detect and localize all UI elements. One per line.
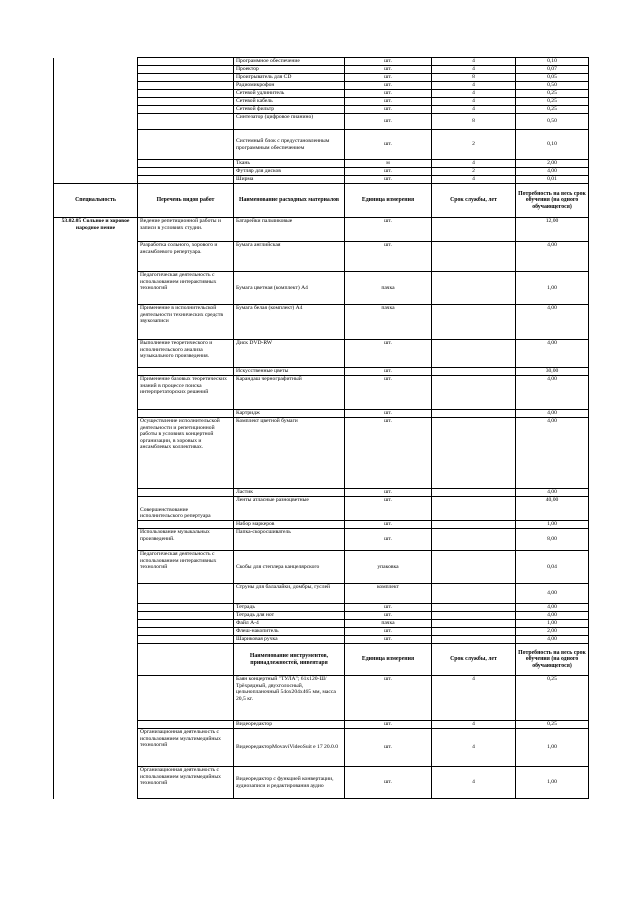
work-type: Применение в исполнительской деятельности технических средств звукозаписи [138,305,234,340]
table-row: Организационная деятельность с использованием мультимедийных технологий ВидеоредакторMovaviVideoSuit e 17 20.0.0 шт. 4 1,00 [54,729,589,767]
header-service-life: Срок службы, лет [432,184,516,218]
table-row: Ластик шт. 4,00 [54,489,589,497]
work-type: Педагогическая деятельность с использованием интерактивных технологий [138,272,234,305]
material-name: Карандаш чернографитный [234,376,345,410]
instrument-name: Видеоредактор с функцией конвертации, аудиозаписи и редактирования аудио [234,767,345,799]
header-instruments: Наименование инструментов, принадлежностей, инвентаря [234,644,345,676]
work-type [138,721,234,729]
header-specialty: Специальность [54,184,138,218]
table-row: Искусственные цветы шт. 30,00 [54,368,589,376]
header-unit: Единица измерения [345,184,432,218]
material-name: Скобы для степлера канцелярского [234,551,345,584]
material-name: Тетрадь для нот [234,612,345,620]
instrument-name: Баян концертный "ТУЛА"; 61х120-Ш/ Трёхрядный, двухголосный, цельнопланочный 54ох204х465 мм, масса 20,5 кг. [234,676,345,721]
material-name: Диск DVD-RW [234,340,345,368]
table-row: Набор маркеров шт. 1,00 [54,521,589,529]
item-name: Футляр для дисков [234,168,345,176]
table-row: Системный блок с предустановленным программным обеспечением шт. 2 0,10 [54,130,589,160]
table-row: Организационная деятельность с использованием мультимедийных технологий Видеоредактор с функцией конвертации, аудиозаписи и редактирования аудио шт. 4 1,00 [54,767,589,799]
work-type: Выполнение теоретического и исполнительского анализа музыкального произведения. [138,340,234,368]
table-row: Проектор шт. 4 0,07 [54,66,589,74]
material-name: Картридж [234,410,345,418]
table-row: Проигрыватель для CD шт. 8 0,05 [54,74,589,82]
table-row: Тетрадь шт. 4,00 [54,604,589,612]
table-row: Флеш-накопитель шт. 2,00 [54,628,589,636]
table-row: Сетевой кабель шт. 4 0,25 [54,98,589,106]
work-type [138,676,234,721]
header-unit-2: Единица измерения [345,644,432,676]
item-name: Системный блок с предустановленным программным обеспечением [234,130,345,160]
table-row: Разработка сольного, хорового и ансамблевого репертуара. Бумага английская шт. 4,00 [54,242,589,272]
material-name: Бумага цветная (комплект) А4 [234,272,345,305]
table-header-row [54,184,589,218]
material-name: Батарейки пальчиковые [234,218,345,242]
material-name: Тетрадь [234,604,345,612]
table-row: Осуществление исполнительской деятельности и репетиционной работы в условиях концертной организации, в хоровых и ансамблевых коллективах. Комплект цветной бумаги шт. 4,00 [54,418,589,489]
item-name: Сетевой фильтр [234,106,345,114]
table-row: Выполнение теоретического и исполнительского анализа музыкального произведения. Диск DVD-RW шт. 4,00 [54,340,589,368]
instrument-name: ВидеоредакторMovaviVideoSuit e 17 20.0.0 [234,729,345,767]
specialty-cell-empty [54,58,138,184]
table-row: Шариковая ручка шт. 4,00 [54,636,589,644]
table-row: Струны для балалайки, домбры, гуслей комплект 4,00 [54,584,589,604]
specialty-value: 53.02.05 Сольное и хоровое народное пение [54,218,138,721]
material-name: Флеш-накопитель [234,628,345,636]
table-row: Применение в исполнительской деятельности технических средств звукозаписи Бумага белая (комплект) А4 пачка 4,00 [54,305,589,340]
resources-table [53,57,589,799]
work-type: Организационная деятельность с использованием мультимедийных технологий [138,767,234,799]
header-consumables: Наименование расходных материалов [234,184,345,218]
table-row: Совершенствование исполнительского репертуара Ленты атласные разноцветные шт. 40,00 [54,497,589,521]
material-name: Бумага английская [234,242,345,272]
header-work-types: Перечень видов работ [138,184,234,218]
item-name: Проигрыватель для CD [234,74,345,82]
table-row: Использование музыкальных произведений. Папка-скоросшиватель шт. 8,00 [54,529,589,551]
table-row: Видеоредактор шт. 4 0,25 [54,721,589,729]
material-name: Струны для балалайки, домбры, гуслей [234,584,345,604]
material-name: Искусственные цветы [234,368,345,376]
work-type: Ведение репетиционной работы и записи в условиях студии. [138,218,234,242]
work-type: Педагогическая деятельность с использованием интерактивных технологий [138,551,234,584]
table-row: 53.02.05 Сольное и хоровое народное пение Ведение репетиционной работы и записи в условиях студии. Батарейки пальчиковые шт. 12,00 [54,218,589,242]
item-name: Ткань [234,160,345,168]
table-row: Ткань м 4 2,00 [54,160,589,168]
item-name: Радиомикрофон [234,82,345,90]
table-row: Картридж шт. 4,00 [54,410,589,418]
table-row: Применение базовых теоретических знаний в процессе поиска интерпретаторских решений Карандаш чернографитный шт. 4,00 [54,376,589,410]
table-row: Синтезатор (цифровое пианино) шт. 8 0,50 [54,114,589,130]
work-type: Разработка сольного, хорового и ансамблевого репертуара. [138,242,234,272]
work-type: Использование музыкальных произведений. [138,529,234,551]
table-row: Ширма шт. 4 0,01 [54,176,589,184]
table-row: Педагогическая деятельность с использованием интерактивных технологий Скобы для степлера канцелярского упаковка 0,04 [54,551,589,584]
material-name: Комплект цветной бумаги [234,418,345,489]
table-row: Тетрадь для нот шт. 4,00 [54,612,589,620]
table-row: Сетевой фильтр шт. 4 0,25 [54,106,589,114]
header-need: Потребность на весь срок обучения (на одного обучающегося) [516,184,589,218]
material-name: Бумага белая (комплект) А4 [234,305,345,340]
work-type: Осуществление исполнительской деятельности и репетиционной работы в условиях концертной организации, в хоровых и ансамблевых коллективах. [138,418,234,489]
item-name: Сетевой удлинитель [234,90,345,98]
table-row: Радиомикрофон шт. 4 0,50 [54,82,589,90]
instrument-name: Видеоредактор [234,721,345,729]
table-row: Программное обеспечение шт. 4 0,10 [54,58,589,66]
header-need-2: Потребность на весь срок обучения (на одного обучающегося) [516,644,589,676]
table-row: Педагогическая деятельность с использованием интерактивных технологий Бумага цветная (комплект) А4 пачка 1,00 [54,272,589,305]
item-name: Программное обеспечение [234,58,345,66]
work-type: Совершенствование исполнительского репертуара [138,497,234,521]
document-page [53,57,588,799]
work-type: Применение базовых теоретических знаний в процессе поиска интерпретаторских решений [138,376,234,410]
material-name: Ленты атласные разноцветные [234,497,345,521]
table-row: Сетевой удлинитель шт. 4 0,25 [54,90,589,98]
material-name: Файл А-4 [234,620,345,628]
table-row: Баян концертный "ТУЛА"; 61х120-Ш/ Трёхрядный, двухголосный, цельнопланочный 54ох204х465 мм, масса 20,5 кг. шт. 4 0,25 [54,676,589,721]
item-name: Синтезатор (цифровое пианино) [234,114,345,130]
item-name: Проектор [234,66,345,74]
work-type: Организационная деятельность с использованием мультимедийных технологий [138,729,234,767]
material-name: Шариковая ручка [234,636,345,644]
item-name: Ширма [234,176,345,184]
material-name: Ластик [234,489,345,497]
material-name: Набор маркеров [234,521,345,529]
table-row: Футляр для дисков шт. 2 4,00 [54,168,589,176]
header-service-life-2: Срок службы, лет [432,644,516,676]
material-name: Папка-скоросшиватель [234,529,345,551]
item-name: Сетевой кабель [234,98,345,106]
table-row: Файл А-4 пачка 1,00 [54,620,589,628]
